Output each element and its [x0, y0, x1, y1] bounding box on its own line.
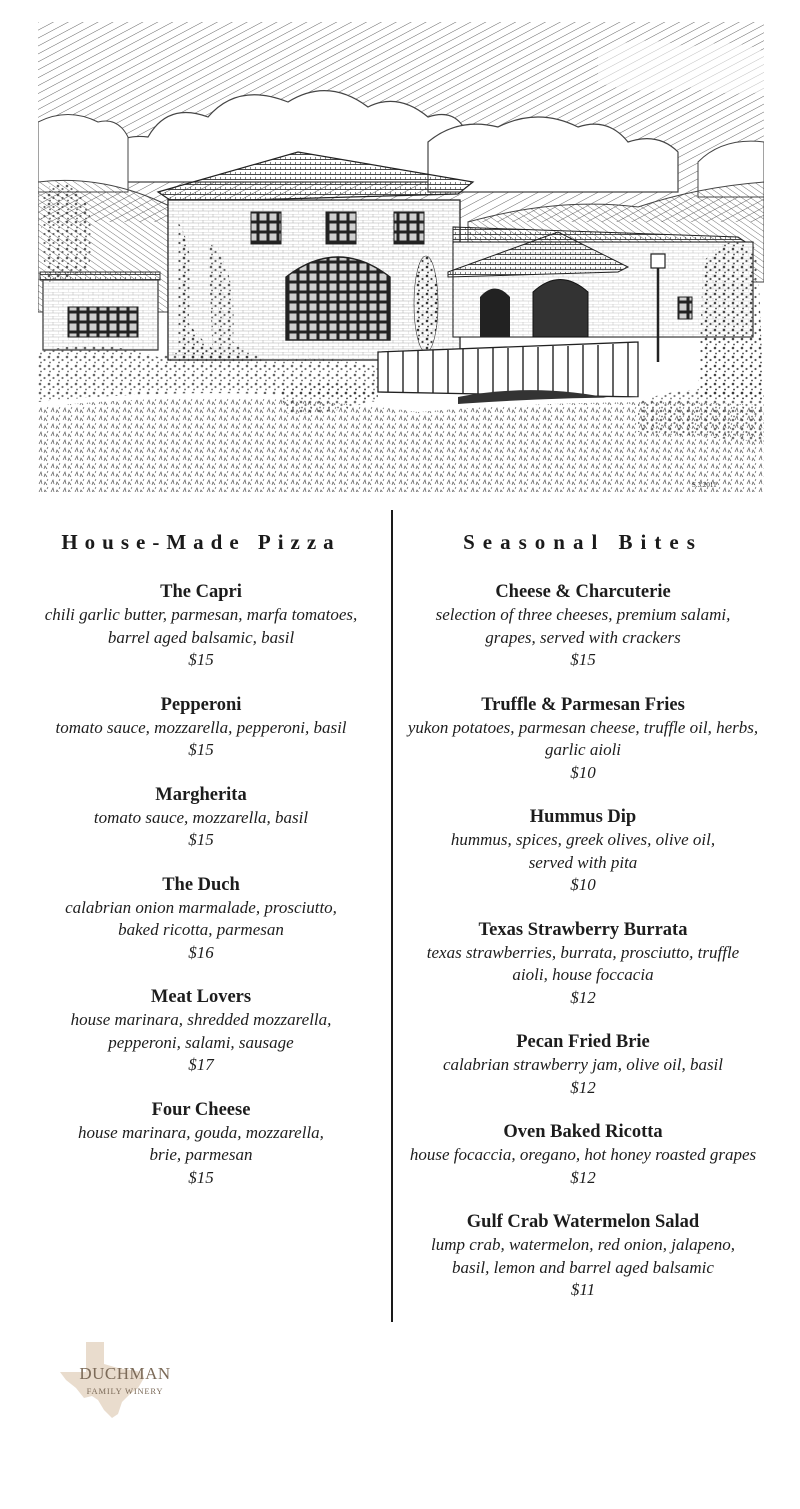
menu-item	[402, 1211, 764, 1302]
item-name: Texas Strawberry Burrata	[478, 919, 688, 940]
item-name: The Capri	[160, 582, 242, 602]
pizza-section-title: House-Made Pizza	[61, 530, 341, 554]
menu-item	[402, 1031, 764, 1099]
menu-item	[20, 874, 382, 965]
item-price: $15	[188, 830, 214, 849]
menu-item	[20, 986, 382, 1077]
item-description: yukon potatoes, parmesan cheese, truffle oil, herbs, garlic aioli	[407, 717, 759, 759]
winery-illustration	[38, 22, 764, 492]
item-description: tomato sauce, mozzarella, basil	[93, 807, 309, 827]
menu-item	[20, 694, 382, 762]
item-description: texas strawberries, burrata, prosciutto, truffle aioli, house foccacia	[426, 942, 740, 984]
item-description: chili garlic butter, parmesan, marfa tomatoes, barrel aged balsamic, basil	[44, 605, 358, 647]
menu-item	[20, 581, 382, 672]
item-price: $17	[188, 1055, 214, 1074]
item-price: $15	[188, 650, 214, 669]
item-name: Oven Baked Ricotta	[503, 1122, 663, 1142]
pizza-column	[20, 530, 382, 1211]
item-description: calabrian onion marmalade, prosciutto, baked ricotta, parmesan	[65, 897, 337, 939]
item-price: $12	[570, 1167, 596, 1187]
duchman-logo	[58, 1340, 188, 1420]
item-price: $15	[188, 740, 214, 759]
item-name: Four Cheese	[151, 1099, 251, 1120]
column-divider	[391, 510, 393, 1322]
logo-subtitle: FAMILY WINERY	[86, 1386, 164, 1396]
bites-column	[402, 530, 764, 1324]
item-price: $15	[570, 650, 596, 669]
item-name: Truffle & Parmesan Fries	[481, 694, 685, 715]
item-description: house marinara, gouda, mozzarella, brie, parmesan	[78, 1122, 324, 1164]
menu-item	[402, 1121, 764, 1189]
item-price: $10	[570, 762, 596, 782]
bites-section-title: Seasonal Bites	[463, 530, 703, 554]
menu-item	[20, 1099, 382, 1190]
menu-item	[402, 581, 764, 672]
item-name: Pecan Fried Brie	[516, 1032, 650, 1052]
menu-item	[402, 806, 764, 897]
artist-signature: S.3.2011	[692, 481, 717, 489]
logo-name: DUCHMAN	[79, 1364, 171, 1383]
item-name: Meat Lovers	[150, 987, 252, 1007]
item-price: $11	[570, 1280, 596, 1299]
item-price: $16	[188, 942, 214, 962]
menu-item	[20, 784, 382, 852]
item-name: Hummus Dip	[529, 807, 637, 827]
item-price: $12	[570, 987, 596, 1007]
item-description: selection of three cheeses, premium salami, grapes, served with crackers	[435, 605, 731, 647]
item-description: tomato sauce, mozzarella, pepperoni, basil	[55, 717, 347, 737]
menu-item	[402, 694, 764, 785]
item-description: lump crab, watermelon, red onion, jalapeno, basil, lemon and barrel aged balsamic	[431, 1235, 735, 1277]
item-price: $12	[570, 1077, 596, 1097]
item-description: calabrian strawberry jam, olive oil, basil	[442, 1055, 724, 1074]
item-description: house marinara, shredded mozzarella, pepperoni, salami, sausage	[70, 1010, 332, 1052]
item-price: $10	[570, 875, 596, 894]
menu-item	[402, 919, 764, 1010]
item-name: Pepperoni	[160, 694, 242, 715]
item-name: Gulf Crab Watermelon Salad	[466, 1212, 700, 1232]
item-price: $15	[188, 1167, 214, 1187]
item-description: house focaccia, oregano, hot honey roasted grapes	[409, 1145, 757, 1164]
item-name: Cheese & Charcuterie	[495, 582, 671, 602]
item-description: hummus, spices, greek olives, olive oil, served with pita	[450, 830, 716, 872]
item-name: Margherita	[155, 784, 247, 805]
item-name: The Duch	[162, 874, 240, 895]
